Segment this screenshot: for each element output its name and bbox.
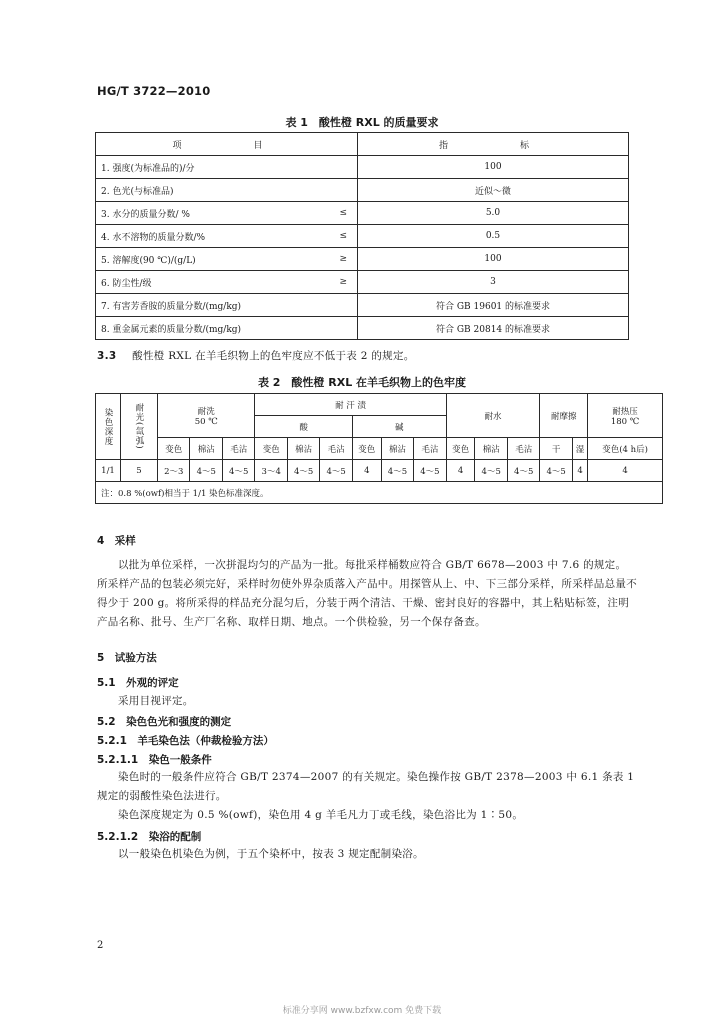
- item-cell: 7. 有害芳香胺的质量分数/(mg/kg): [96, 294, 330, 317]
- table-row: [96, 294, 629, 317]
- header-wash: [158, 394, 255, 438]
- section-text: 酸性橙 RXL 在羊毛织物上的色牢度应不低于表 2 的规定。: [132, 350, 415, 362]
- data-cell: 5: [121, 460, 158, 482]
- item-cell: 5. 溶解度(90 ℃)/(g/L): [96, 248, 330, 271]
- section-number: 3.3: [97, 350, 117, 362]
- subheader-cell: 干: [540, 438, 572, 460]
- header-hot-press-label: 耐热压: [612, 406, 638, 417]
- value-cell: 符合 GB 20814 的标准要求: [358, 317, 629, 340]
- table-note-row: [96, 482, 663, 504]
- table-subheader-row: [96, 438, 663, 460]
- header-water: 耐水: [446, 394, 540, 438]
- subheader-cell: 毛沾: [222, 438, 254, 460]
- subheader-cell: 棉沾: [475, 438, 507, 460]
- table-row: [96, 271, 629, 294]
- quality-requirements-table: [95, 132, 629, 340]
- table-row: [96, 179, 629, 202]
- data-cell: 4～5: [320, 460, 352, 482]
- table-row: [96, 460, 663, 482]
- table-header-row: [96, 133, 629, 156]
- subheader-cell: 变色: [158, 438, 190, 460]
- comparator-cell: ≥: [329, 248, 358, 271]
- subheader-cell: 湿: [572, 438, 587, 460]
- subheader-cell: 毛沾: [414, 438, 446, 460]
- table-row: [96, 202, 629, 225]
- column-header-index: 指 标: [358, 133, 629, 156]
- data-cell: 4～5: [475, 460, 507, 482]
- table-row: [96, 156, 629, 179]
- header-alkali: 碱: [352, 416, 446, 438]
- section-5-title: 5 试验方法: [97, 652, 157, 664]
- comparator-cell: ≤: [329, 225, 358, 248]
- header-wash-label: 耐洗: [197, 406, 215, 417]
- value-cell: 近似～微: [358, 179, 629, 202]
- data-cell: 4: [572, 460, 587, 482]
- comparator-cell: ≤: [329, 202, 358, 225]
- item-cell: 1. 强度(为标准品的)/分: [96, 156, 330, 179]
- data-cell: 4: [352, 460, 381, 482]
- watermark-footer: 标准分享网 www.bzfxw.com 免费下载: [282, 1006, 442, 1016]
- item-cell: 6. 防尘性/级: [96, 271, 330, 294]
- section-5-1-title: 5.1 外观的评定: [97, 677, 179, 689]
- section-4-paragraph: 以批为单位采样，一次拼混均匀的产品为一批。每批采样桶数应符合 GB/T 6678—2003 中 7.6 的规定。所采样产品的包装必须完好，采样时勿使外界杂质落入产品中。用探管从上、中、下三部分采样，所采样品总量不得少于 200 g。将所采得的样品充分混匀后，分装于两个清洁、干燥、密封良好的容器中，其上粘贴标签，注明产品名称、批号、生产厂名称、取样日期、地点。一个供检验，另一个保存备查。: [97, 559, 637, 628]
- standard-code-header: HG/T 3722—2010: [97, 84, 211, 98]
- data-cell: 4～5: [381, 460, 413, 482]
- value-cell: 符合 GB 19601 的标准要求: [358, 294, 629, 317]
- item-cell: 4. 水不溶物的质量分数/%: [96, 225, 330, 248]
- data-cell: 4～5: [540, 460, 572, 482]
- subheader-cell: 棉沾: [287, 438, 319, 460]
- section-5-2-1-title: 5.2.1 羊毛染色法（仲裁检验方法）: [97, 735, 274, 747]
- subheader-cell: 变色(4 h后): [588, 438, 663, 460]
- subheader-cell: 变色: [255, 438, 287, 460]
- header-sweat: 耐 汗 渍: [255, 394, 446, 416]
- item-cell: 3. 水分的质量分数/ %: [96, 202, 330, 225]
- header-hot-press-temp: 180 ℃: [610, 416, 640, 427]
- data-cell: 4: [588, 460, 663, 482]
- header-hot-press: [588, 394, 663, 438]
- table-row: [96, 317, 629, 340]
- data-cell: 4～5: [190, 460, 222, 482]
- section-5-2-1-1-paragraph-1: 染色时的一般条件应符合 GB/T 2374—2007 的有关规定。染色操作按 GB/T 2378—2003 中 6.1 条表 1 规定的弱酸性染色法进行。: [97, 771, 635, 802]
- data-cell: 4: [446, 460, 475, 482]
- section-5-2-title: 5.2 染色色光和强度的测定: [97, 716, 232, 728]
- subheader-cell: 变色: [352, 438, 381, 460]
- table-row: [96, 248, 629, 271]
- color-fastness-table: [95, 393, 663, 504]
- header-wash-temp: 50 ℃: [194, 416, 218, 427]
- data-cell: 4～5: [222, 460, 254, 482]
- data-cell: 4～5: [414, 460, 446, 482]
- data-cell: 2～3: [158, 460, 190, 482]
- item-cell: 2. 色光(与标准品): [96, 179, 330, 202]
- data-cell: 3～4: [255, 460, 287, 482]
- section-3-3: [97, 347, 415, 366]
- section-5-2-1-1-paragraph-2: 染色深度规定为 0.5 %(owf)，染色用 4 g 羊毛凡力丁或毛线，染色浴比为 1∶50。: [118, 809, 524, 821]
- table1-caption: 表 1 酸性橙 RXL 的质量要求: [285, 116, 439, 129]
- value-cell: 5.0: [358, 202, 629, 225]
- header-light: 耐光(氙弧): [121, 394, 158, 460]
- column-header-item: 项 目: [96, 133, 358, 156]
- item-cell: 8. 重金属元素的质量分数/(mg/kg): [96, 317, 330, 340]
- comparator-cell: [329, 156, 358, 179]
- value-cell: 3: [358, 271, 629, 294]
- subheader-cell: 棉沾: [190, 438, 222, 460]
- section-5-2-1-2-title: 5.2.1.2 染浴的配制: [97, 831, 202, 843]
- section-5-1-text: 采用目视评定。: [118, 695, 194, 707]
- header-acid: 酸: [255, 416, 352, 438]
- table-row: [96, 225, 629, 248]
- subheader-cell: 毛沾: [507, 438, 539, 460]
- section-4-title: 4 采样: [97, 535, 136, 547]
- table-note: 注：0.8 %(owf)相当于 1/1 染色标准深度。: [96, 482, 663, 504]
- header-rubbing: 耐摩擦: [540, 394, 588, 438]
- value-cell: 0.5: [358, 225, 629, 248]
- comparator-cell: [329, 294, 358, 317]
- section-5-2-1-1-title: 5.2.1.1 染色一般条件: [97, 754, 212, 766]
- section-5-2-1-2-paragraph: 以一般染色机染色为例，于五个染杯中，按表 3 规定配制染浴。: [118, 848, 424, 860]
- value-cell: 100: [358, 156, 629, 179]
- comparator-cell: ≥: [329, 271, 358, 294]
- data-cell: 1/1: [96, 460, 121, 482]
- table-header-row: [96, 394, 663, 416]
- comparator-cell: [329, 179, 358, 202]
- data-cell: 4～5: [287, 460, 319, 482]
- comparator-cell: [329, 317, 358, 340]
- subheader-cell: 棉沾: [381, 438, 413, 460]
- subheader-cell: 变色: [446, 438, 475, 460]
- page-number: 2: [97, 940, 104, 951]
- data-cell: 4～5: [507, 460, 539, 482]
- table2-caption: 表 2 酸性橙 RXL 在羊毛织物上的色牢度: [257, 376, 467, 389]
- value-cell: 100: [358, 248, 629, 271]
- subheader-cell: 毛沾: [320, 438, 352, 460]
- header-depth: 染色深度: [96, 394, 121, 460]
